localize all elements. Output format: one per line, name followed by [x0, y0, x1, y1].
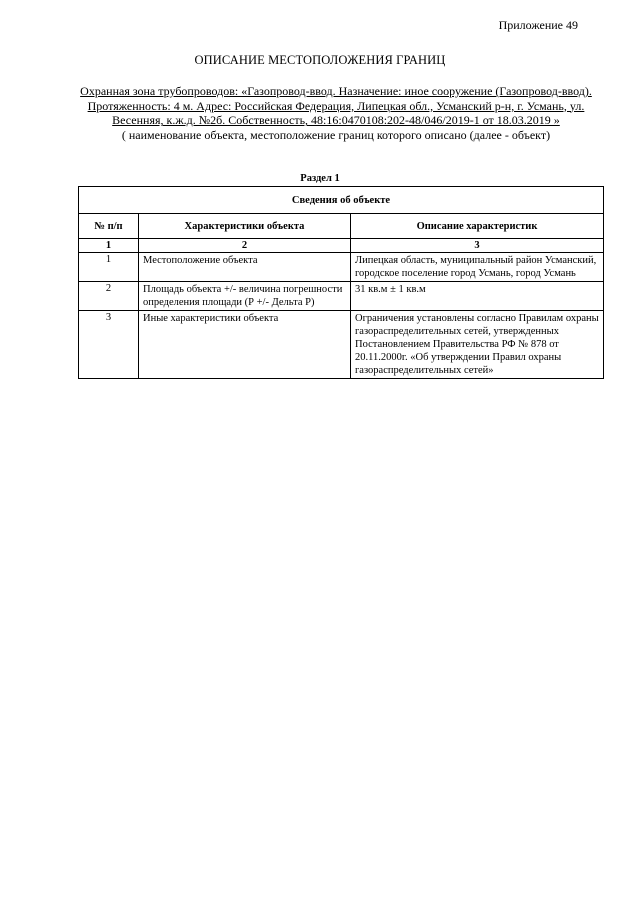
object-description: Охранная зона трубопроводов: «Газопровод-ввод. Назначение: иное сооружение (Газопровод-ввод). Протяженность: 4 м. Адрес: Российская Федерация, Липецкая обл., Усманский р-н, г. Усмань, ул. Весенняя, к.ж.д. №2б. Собственность, 48:16:0470108:202-48/046/2019-1 от 18.03.2019 » [80, 84, 592, 128]
document-title: ОПИСАНИЕ МЕСТОПОЛОЖЕНИЯ ГРАНИЦ [194, 53, 446, 67]
row-characteristic: Местоположение объекта [139, 253, 351, 282]
section-label: Раздел 1 [300, 173, 340, 184]
column-header: Характеристики объекта [139, 214, 351, 239]
object-caption: ( наименование объекта, местоположение границ которого описано (далее - объект) [121, 127, 551, 142]
column-number: 2 [139, 239, 351, 253]
column-number: 3 [351, 239, 604, 253]
column-header: № п/п [79, 214, 139, 239]
column-number-row [79, 239, 604, 253]
table-header-row [79, 214, 604, 239]
object-block [70, 84, 602, 142]
row-characteristic: Иные характеристики объекта [139, 311, 351, 379]
row-number: 3 [79, 311, 139, 379]
object-info-table [78, 186, 604, 379]
row-number: 1 [79, 253, 139, 282]
table-row [79, 311, 604, 379]
row-description: Липецкая область, муниципальный район Усманский, городское поселение город Усмань, город Усмань [351, 253, 604, 282]
row-number: 2 [79, 282, 139, 311]
column-header: Описание характеристик [351, 214, 604, 239]
row-description: Ограничения установлены согласно Правилам охраны газораспределительных сетей, утвержденных Постановлением Правительства РФ № 878 от 20.11.2000г. «Об утверждении Правил охраны газораспределительных сетей» [351, 311, 604, 379]
row-characteristic: Площадь объекта +/- величина погрешности определения площади (Р +/- Дельта Р) [139, 282, 351, 311]
row-description: 31 кв.м ± 1 кв.м [351, 282, 604, 311]
column-number: 1 [79, 239, 139, 253]
table-title: Сведения об объекте [79, 187, 604, 214]
table-row [79, 282, 604, 311]
table-title-row [79, 187, 604, 214]
table-row [79, 253, 604, 282]
appendix-label: Приложение 49 [498, 18, 578, 32]
